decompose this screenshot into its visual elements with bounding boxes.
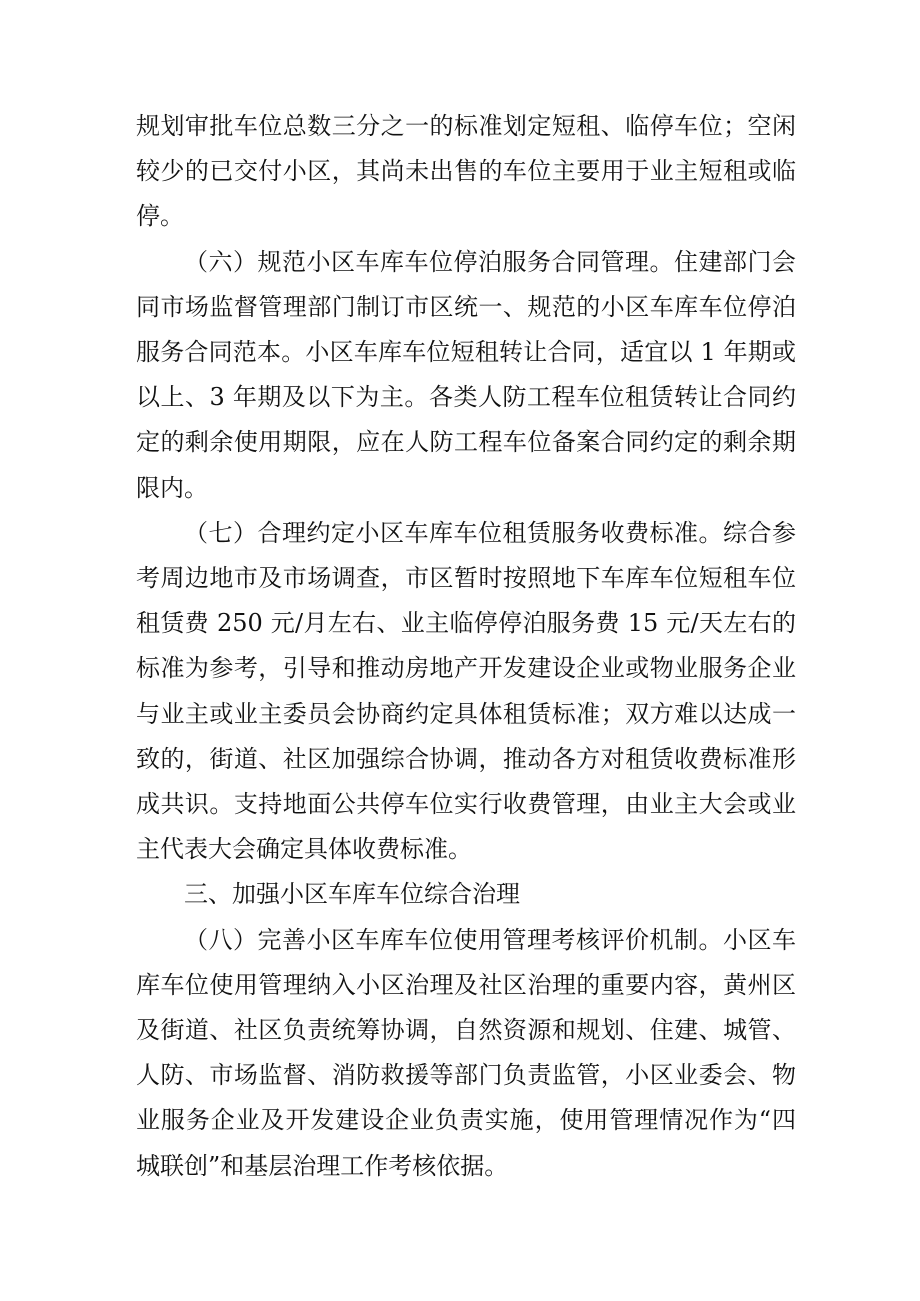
- paragraph-continued-parking-quota: 规划审批车位总数三分之一的标准划定短租、临停车位；空闲较少的已交付小区，其尚未出售的车位主要用于业主短租或临停。: [136, 112, 796, 231]
- paragraph-section-7-fee-standards: （七）合理约定小区车库车位租赁服务收费标准。综合参考周边地市及市场调查，市区暂时按照地下车库车位短租车位租赁费 250 元/月左右、业主临停停泊服务费 15 元/天左右的标准为参考，引导和推动房地产开发建设企业或物业服务企业与业主或业主委员会协商约定具体租赁标准；双方难以达成一致的，街道、社区加强综合协调，推动各方对租赁收费标准形成共识。支持地面公共停车位实行收费管理，由业主大会或业主代表大会确定具体收费标准。: [136, 518, 796, 864]
- paragraph-section-8-evaluation-mechanism: （八）完善小区车库车位使用管理考核评价机制。小区车库车位使用管理纳入小区治理及社区治理的重要内容，黄州区及街道、社区负责统筹协调，自然资源和规划、住建、城管、人防、市场监督、消防救援等部门负责监管，小区业委会、物业服务企业及开发建设企业负责实施，使用管理情况作为“四城联创”和基层治理工作考核依据。: [136, 925, 796, 1180]
- paragraph-section-6-contract-management: （六）规范小区车库车位停泊服务合同管理。住建部门会同市场监督管理部门制订市区统一、规范的小区车库车位停泊服务合同范本。小区车库车位短租转让合同，适宜以 1 年期或以上、3 年期及以下为主。各类人防工程车位租赁转让合同约定的剩余使用期限，应在人防工程车位备案合同约定的剩余期限内。: [136, 247, 796, 502]
- document-body: [136, 104, 796, 1189]
- section-heading-comprehensive-governance: 三、加强小区车库车位综合治理: [184, 880, 520, 909]
